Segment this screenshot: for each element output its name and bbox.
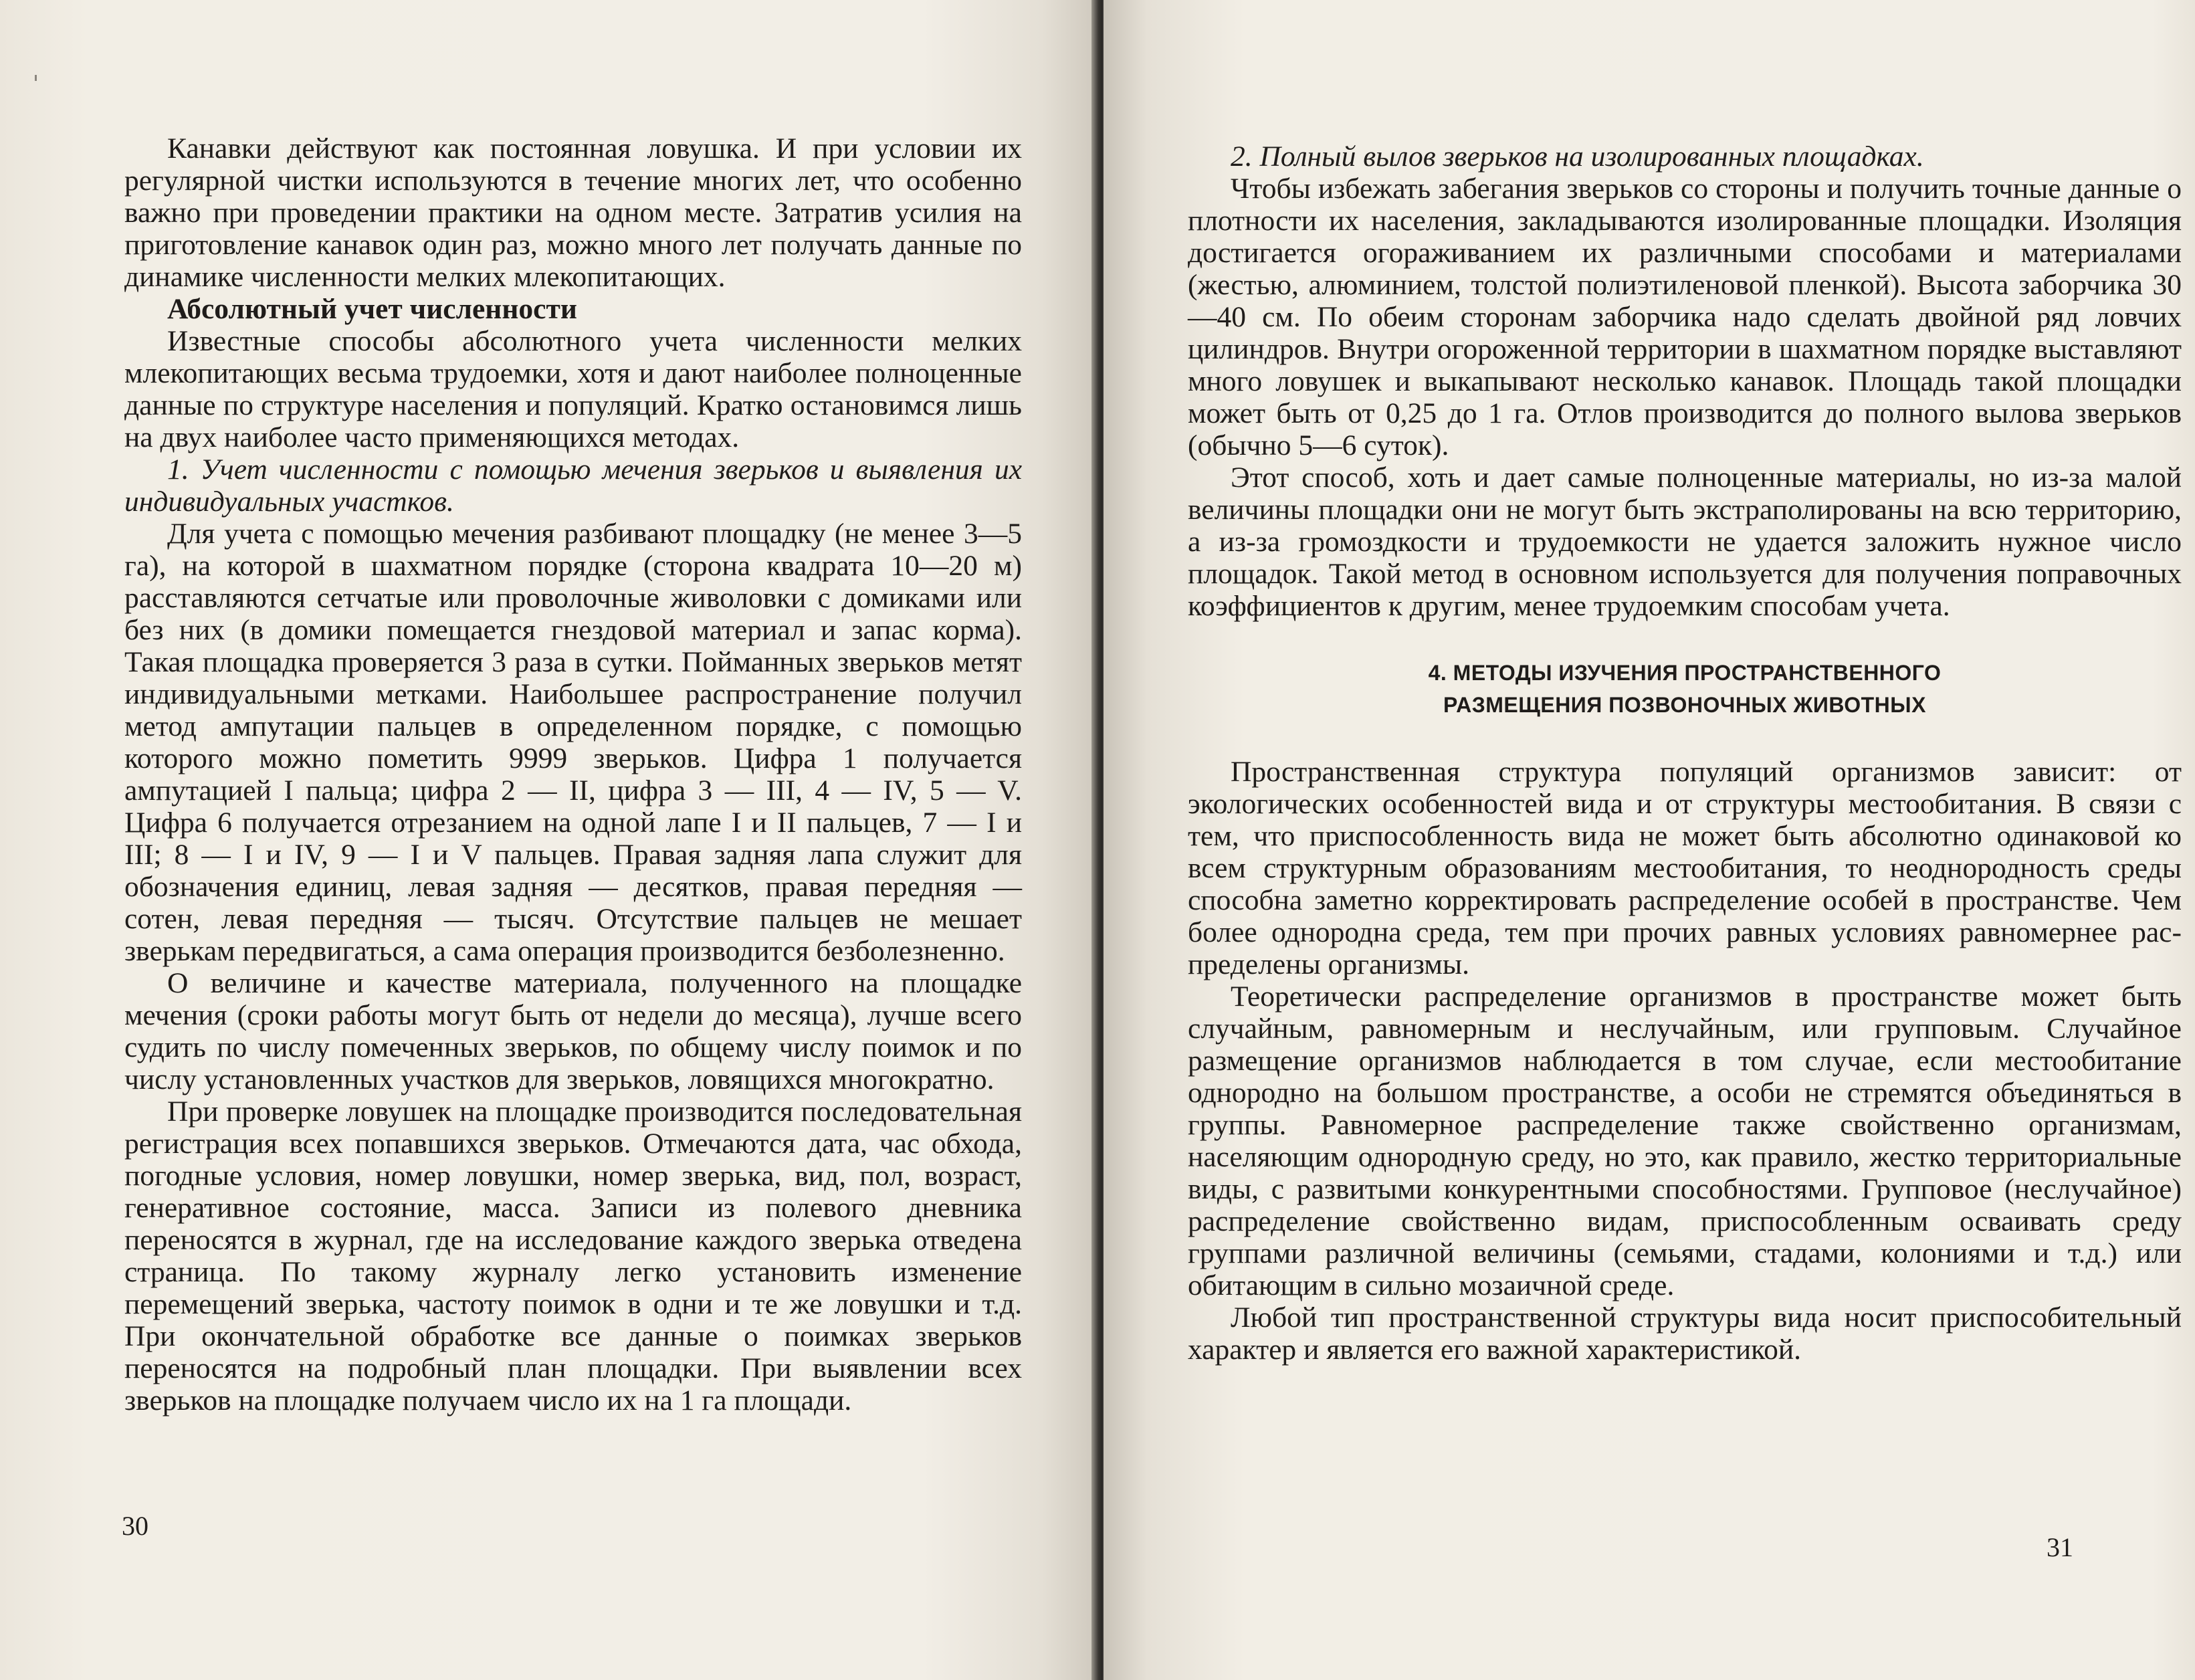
paragraph: При проверке ловушек на площадке производится последовательная регистрация всех попавшихся зверьков. Отмечаются дата, час обхода, погодные условия, номер ловушки, номер зверька, вид, пол, возраст, генеративное состояние, масса. Записи из полевого дневника переносятся в журнал, где на исследование каждого зверька отведена страница. По такому журналу легко установить изменение перемещений зверька, частоту поимок в одни и те же ловушки и т.д. При окончательной обработке все данные о поимках зверьков переносятся на подробный план площадки. При выявлении всех зверьков на площадке получаем число их на 1 га площади. bbox=[124, 1095, 1022, 1416]
scan-speck bbox=[35, 75, 37, 81]
paragraph: Этот способ, хоть и дает самые полноценные материалы, но из-за малой величины площадки они не могут быть экстраполированы на всю территорию, а из-за громоздкости и трудоемкости не удается заложить нужное число площадок. Такой метод в основном используется для получения поправочных коэффициентов к другим, менее трудоемким способам учета. bbox=[1188, 461, 2182, 622]
left-page-body bbox=[124, 132, 1022, 1416]
page-number: 31 bbox=[2047, 1532, 2073, 1562]
paragraph: О величине и качестве материала, полученного на площадке мечения (сроки работы могут быть от недели до месяца), лучше всего судить по числу помеченных зверьков, по общему числу поимок и по числу установленных участков для зверьков, ловящихся многократно. bbox=[124, 967, 1022, 1095]
right-page-body bbox=[1188, 140, 2182, 1366]
paragraph: Пространственная структура популяций организмов зависит: от экологических особенностей вида и от структуры местообитания. В связи с тем, что приспособленность вида не может быть абсолютно одинаковой ко всем структурным образованиям местообитания, то неоднородность среды способна заметно корректировать распределение особей в пространстве. Чем более однородна среда, тем при прочих равных условиях равномернее распределены организмы. bbox=[1188, 756, 2182, 980]
section-heading bbox=[1188, 657, 2182, 721]
subheading: Абсолютный учет численности bbox=[167, 293, 577, 325]
section-heading-line2: РАЗМЕЩЕНИЯ ПОЗВОНОЧНЫХ ЖИВОТНЫХ bbox=[1443, 693, 1926, 717]
paragraph: Для учета с помощью мечения разбивают площадку (не менее 3—5 га), на которой в шахматном порядке (сторона квадрата 10—20 м) расставляются сетчатые или проволочные живоловки с домиками или без них (в домики помещается гнездовой материал и запас корма). Такая площадка проверяется 3 раза в сутки. Пойманных зверьков метят индивидуальными метками. Наибольшее распространение получил метод ампутации пальцев в определенном порядке, с помощью которого можно пометить 9999 зверьков. Цифра 1 получается ампутацией I пальца; цифра 2 — II, цифра 3 — III, 4 — IV, 5 — V. Цифра 6 получается отрезанием на одной лапе I и II пальцев, 7 — I и III; 8 — I и IV, 9 — I и V пальцев. Правая задняя лапа служит для обозначения единиц, левая задняя — десятков, правая передняя — сотен, левая передняя — тысяч. Отсутствие пальцев не мешает зверькам передвигаться, а сама операция производится безболезненно. bbox=[124, 518, 1022, 967]
section-heading-line1: 4. МЕТОДЫ ИЗУЧЕНИЯ ПРОСТРАНСТВЕННОГО bbox=[1428, 661, 1942, 685]
page-number: 30 bbox=[122, 1511, 148, 1541]
paragraph: Канавки действуют как постоянная ловушка. И при условии их регулярной чистки используются в течение многих лет, что особенно важно при проведении практики на одном месте. Затратив усилия на приготовление канавок один раз, можно много лет получать данные по динамике численности мелких млекопитающих. bbox=[124, 132, 1022, 293]
paragraph: Чтобы избежать забегания зверьков со стороны и получить точные данные о плотности их населения, закладываются изолированные площадки. Изоляция достигается огораживанием их различными способами и материалами (жестью, алюминием, толстой полиэтиленовой пленкой). Высота заборчика 30—40 см. По обеим сторонам заборчика надо сделать двойной ряд ловчих цилиндров. Внутри огороженной территории в шахматном порядке выставляют много ловушек и выкапывают несколько канавок. Площадь такой площадки может быть от 0,25 до 1 га. Отлов производится до полного вылова зверьков (обычно 5—6 суток). bbox=[1188, 173, 2182, 461]
paragraph: Теоретически распределение организмов в пространстве может быть случайным, равномерным и неслучайным, или групповым. Случайное размещение организмов наблюдается в том случае, если местообитание однородно на большом пространстве, а особи не стремятся объединяться в группы. Равномерное распределение также свойственно организмам, населяющим однородную среду, но это, как правило, жестко территориальные виды, с развитыми конкурентными способностями. Групповое (неслучайное) распределение свойственно видам, приспособленным осваивать среду группами различной величины (семьями, стадами, колониями и т.д.) или обитающим в сильно мозаичной среде. bbox=[1188, 980, 2182, 1301]
right-page bbox=[1104, 0, 2195, 1680]
method-title: 1. Учет численности с помощью мечения зверьков и выявления их индивидуальных участков. bbox=[124, 453, 1022, 518]
left-page bbox=[0, 0, 1097, 1680]
method-title: 2. Полный вылов зверьков на изолированных площадках. bbox=[1231, 140, 1924, 173]
paragraph: Известные способы абсолютного учета численности мелких млекопитающих весьма трудоемки, хотя и дают наиболее полноценные данные по структуре населения и популяций. Кратко остановимся лишь на двух наиболее часто применяющихся методах. bbox=[124, 325, 1022, 453]
paragraph: Любой тип пространственной структуры вида носит приспособительный характер и является его важной характеристикой. bbox=[1188, 1301, 2182, 1366]
